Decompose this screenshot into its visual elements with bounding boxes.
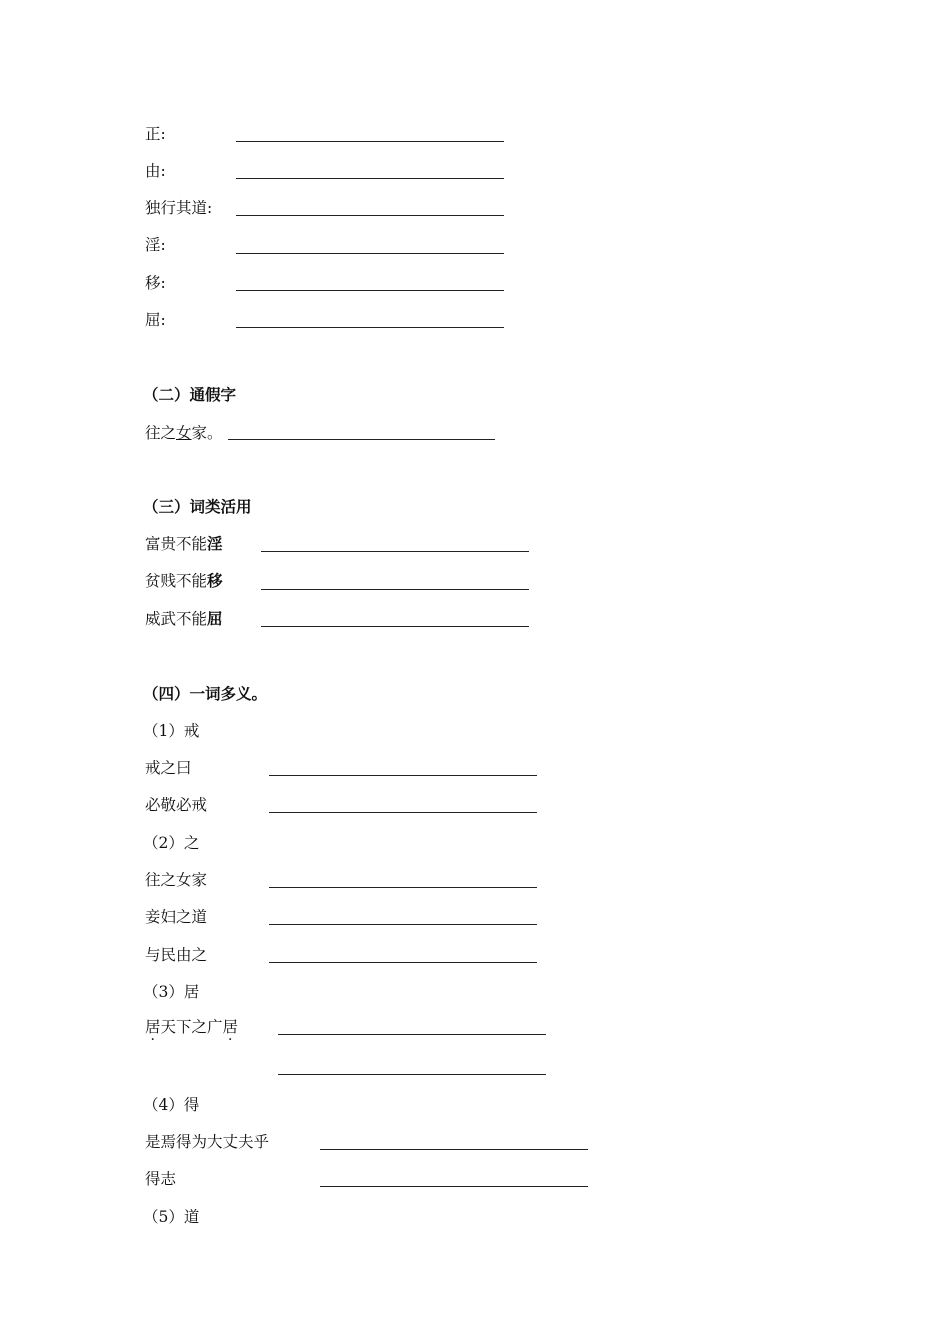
- usage-prefix: 威武不能: [145, 610, 208, 628]
- answer-blank[interactable]: [269, 775, 537, 776]
- usage-keyword: 屈: [207, 610, 223, 628]
- gloss-label: 淫:: [145, 236, 166, 254]
- sentence-prefix: 往之: [145, 424, 177, 442]
- usage-row: [145, 609, 223, 629]
- polysemy-example: [145, 1017, 238, 1037]
- group-title: （2）之: [143, 834, 200, 852]
- usage-keyword: 移: [207, 572, 223, 590]
- answer-blank[interactable]: [261, 551, 529, 552]
- answer-blank[interactable]: [269, 812, 537, 813]
- marked-character: 女: [176, 424, 192, 442]
- gloss-label: 独行其道:: [145, 199, 213, 217]
- gloss-label: 由:: [145, 162, 166, 180]
- answer-blank[interactable]: [236, 215, 504, 216]
- answer-blank[interactable]: [236, 290, 504, 291]
- answer-blank[interactable]: [236, 178, 504, 179]
- polysemy-example: 戒之曰: [145, 759, 192, 777]
- section-heading: （四）一词多义。: [143, 685, 268, 703]
- answer-blank[interactable]: [269, 924, 537, 925]
- answer-blank[interactable]: [236, 253, 504, 254]
- usage-row: [145, 534, 223, 554]
- group-title: （1）戒: [143, 722, 200, 740]
- answer-blank[interactable]: [269, 962, 537, 963]
- answer-blank[interactable]: [236, 327, 504, 328]
- answer-blank[interactable]: [320, 1186, 588, 1187]
- group-title: （3）居: [143, 983, 200, 1001]
- answer-blank[interactable]: [228, 439, 495, 440]
- usage-prefix: 贫贱不能: [145, 572, 208, 590]
- answer-blank[interactable]: [236, 141, 504, 142]
- tongjia-sentence: [145, 423, 223, 443]
- group-title: （5）道: [143, 1208, 200, 1226]
- polysemy-example: 是焉得为大丈夫乎: [145, 1133, 270, 1151]
- group-title: （4）得: [143, 1096, 200, 1114]
- answer-blank[interactable]: [320, 1149, 588, 1150]
- usage-keyword: 淫: [207, 535, 223, 553]
- answer-blank[interactable]: [278, 1074, 546, 1075]
- answer-blank[interactable]: [278, 1034, 546, 1035]
- dotted-character: 居: [222, 1018, 239, 1036]
- polysemy-example: 得志: [145, 1170, 177, 1188]
- sentence-suffix: 家。: [191, 424, 223, 442]
- dotted-character: 居: [145, 1018, 161, 1036]
- gloss-label: 移:: [145, 274, 166, 292]
- polysemy-example: 妾妇之道: [145, 908, 208, 926]
- usage-prefix: 富贵不能: [145, 535, 208, 553]
- gloss-label: 屈:: [145, 311, 166, 329]
- usage-row: [145, 571, 223, 591]
- polysemy-example: 必敬必戒: [145, 796, 208, 814]
- section-heading: （二）通假字: [143, 386, 237, 404]
- polysemy-example: 与民由之: [145, 946, 208, 964]
- gloss-label: 正:: [145, 125, 166, 143]
- answer-blank[interactable]: [269, 887, 537, 888]
- polysemy-example: 往之女家: [145, 871, 208, 889]
- section-heading: （三）词类活用: [143, 498, 252, 516]
- example-middle: 天下之广: [160, 1018, 223, 1036]
- answer-blank[interactable]: [261, 626, 529, 627]
- answer-blank[interactable]: [261, 589, 529, 590]
